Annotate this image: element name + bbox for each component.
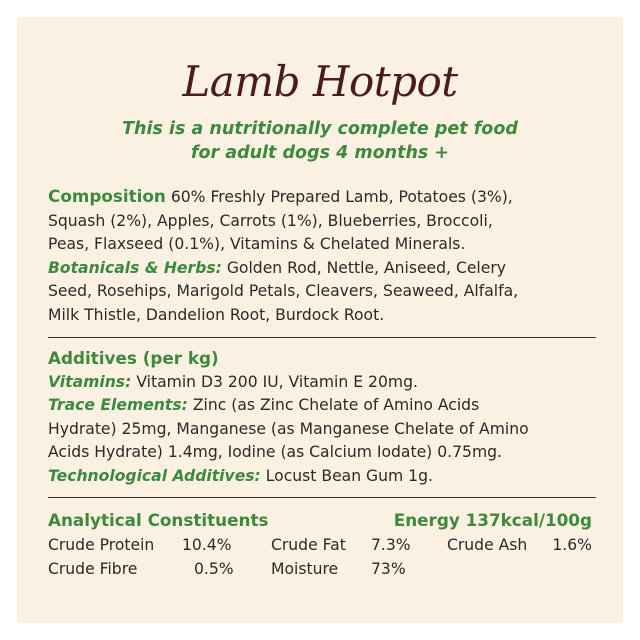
tech-label: Technological Additives:	[48, 466, 261, 485]
product-title: Lamb Hotpot	[182, 57, 458, 106]
crude-fibre-label: Crude Fibre	[48, 560, 138, 578]
trace-line-1	[48, 394, 596, 418]
tech-text: Locust Bean Gum 1g.	[265, 466, 433, 485]
crude-fibre-value: 0.5%	[194, 560, 234, 578]
composition-heading: Composition	[48, 186, 166, 206]
divider-2	[48, 497, 596, 498]
product-subtitle	[17, 117, 623, 165]
trace-text-1: Zinc (as Zinc Chelate of Amino Acids	[192, 396, 480, 415]
botanicals-text-1: Golden Rod, Nettle, Aniseed, Celery	[226, 258, 507, 277]
composition-line-1	[48, 185, 596, 210]
crude-ash-label: Crude Ash	[447, 536, 528, 554]
crude-ash-value: 1.6%	[552, 536, 592, 554]
tech-line	[48, 465, 596, 489]
composition-text-1: 60% Freshly Prepared Lamb, Potatoes (3%),	[170, 188, 513, 206]
moisture-value: 73%	[371, 560, 406, 578]
crude-protein-value: 10.4%	[182, 536, 232, 554]
vitamins-label: Vitamins:	[48, 372, 132, 391]
vitamins-text: Vitamin D3 200 IU, Vitamin E 20mg.	[136, 372, 418, 391]
divider-1	[48, 337, 596, 338]
trace-label: Trace Elements:	[48, 396, 188, 415]
vitamins-line	[48, 371, 596, 395]
subtitle-line-1: This is a nutritionally complete pet food	[122, 119, 518, 139]
subtitle-line-2: for adult dogs 4 months +	[190, 143, 450, 163]
crude-fat-value: 7.3%	[371, 536, 411, 554]
analytical-heading: Analytical Constituents	[48, 510, 269, 530]
energy-value: Energy 137kcal/100g	[393, 510, 592, 530]
trace-line-2: Hydrate) 25mg, Manganese (as Manganese Chelate of Amino	[48, 419, 529, 438]
botanicals-label: Botanicals & Herbs:	[48, 258, 222, 277]
composition-line-3: Peas, Flaxseed (0.1%), Vitamins & Chelated Minerals.	[48, 235, 466, 254]
label-panel	[17, 17, 623, 623]
additives-heading: Additives (per kg)	[48, 348, 219, 368]
botanicals-line-2: Seed, Rosehips, Marigold Petals, Cleavers, Seaweed, Alfalfa,	[48, 282, 519, 301]
composition-section	[48, 185, 596, 328]
botanicals-line-3: Milk Thistle, Dandelion Root, Burdock Root.	[48, 305, 385, 324]
crude-protein-label: Crude Protein	[48, 536, 155, 554]
additives-section	[48, 347, 596, 489]
botanicals-line-1	[48, 257, 596, 281]
composition-line-2: Squash (2%), Apples, Carrots (1%), Blueberries, Broccoli,	[48, 211, 493, 230]
moisture-label: Moisture	[271, 560, 339, 578]
trace-line-3: Acids Hydrate) 1.4mg, Iodine (as Calcium Iodate) 0.75mg.	[48, 443, 502, 462]
crude-fat-label: Crude Fat	[271, 536, 346, 554]
